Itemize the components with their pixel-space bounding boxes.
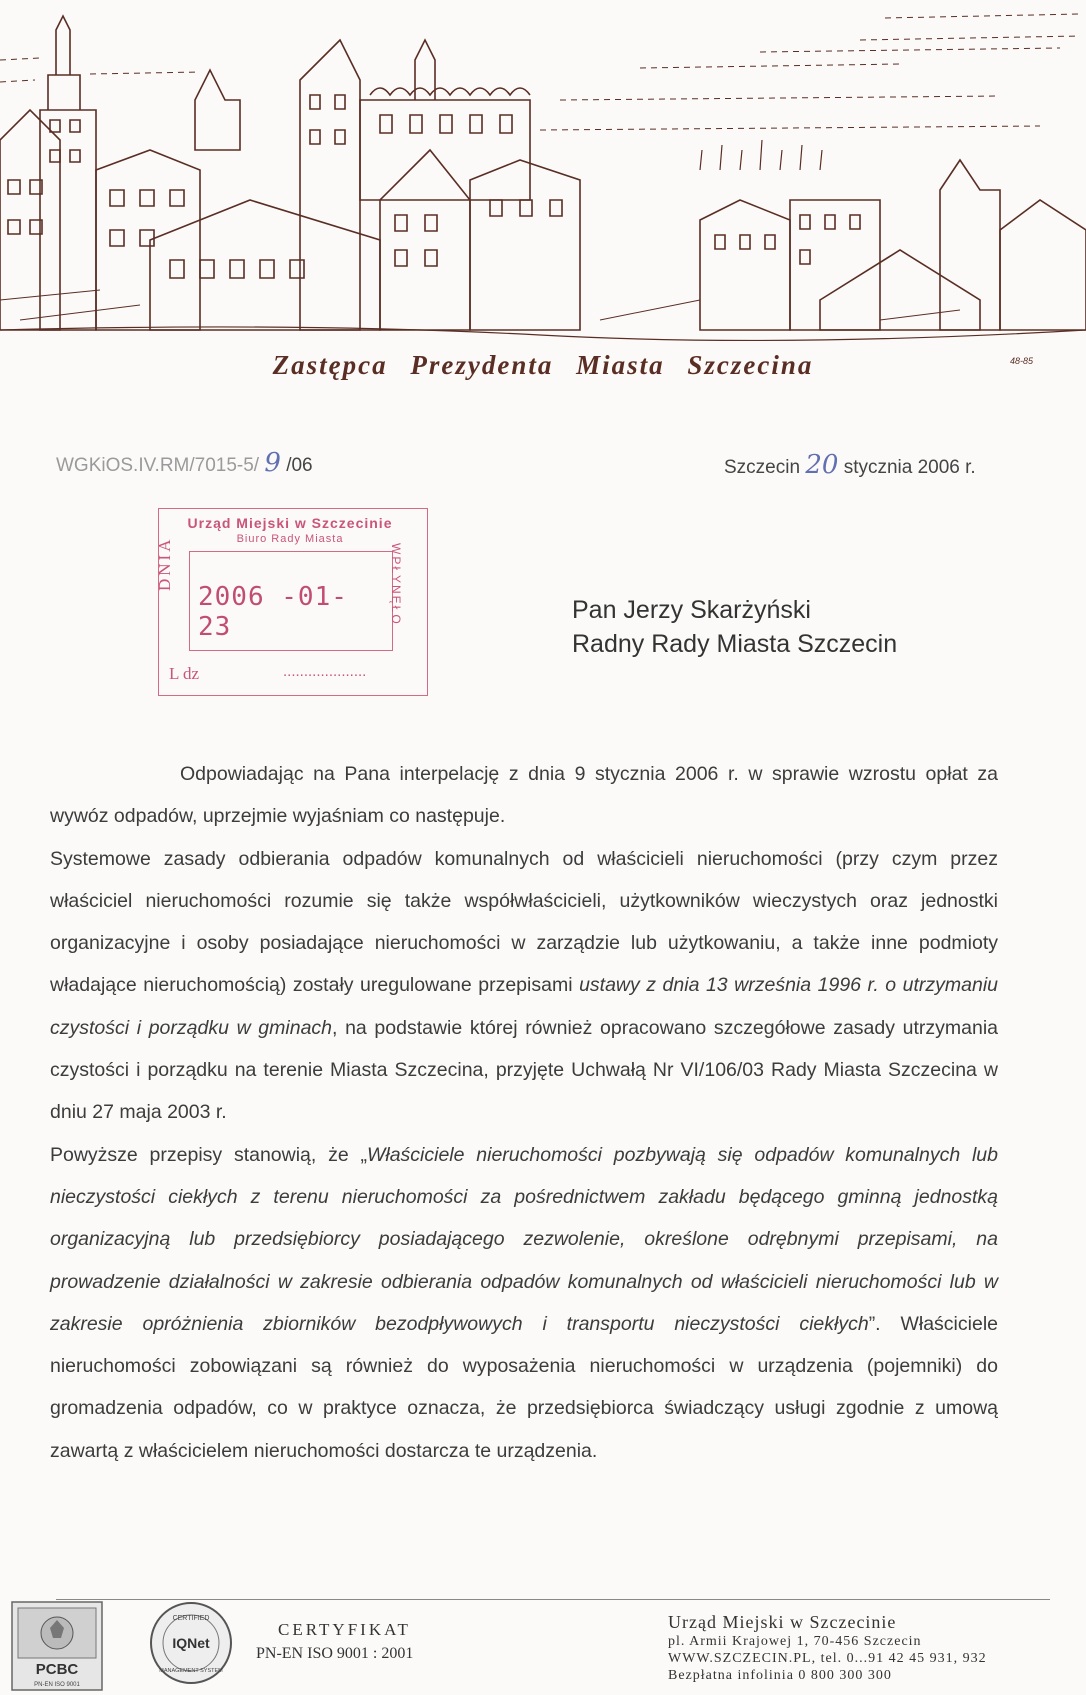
artist-signature: 48-85: [1010, 356, 1034, 366]
iqnet-ring-bottom: MANAGEMENT SYSTEM: [159, 1668, 223, 1674]
body-p3-text-a: Powyższe przepisy stanowią, że „: [50, 1143, 367, 1166]
stamp-date: 2006 -01- 23: [198, 582, 348, 642]
reference-handwritten-number: 9: [264, 448, 281, 478]
stamp-department: Biuro Rady Miasta: [236, 533, 344, 545]
body-p2-statute: ustawy z dnia 13 września 1996 r. o utrzymaniu czystości i porządku w gminach: [50, 974, 998, 1039]
stamp-ldz-label: L dz: [169, 664, 200, 683]
reference-number: [56, 448, 313, 478]
stamp-label-wplynelo: WPŁYNĘŁO: [389, 543, 403, 626]
date-handwritten-day: 20: [805, 450, 839, 480]
reference-prefix: WGKiOS.IV.RM/7015-5/: [56, 455, 260, 476]
body-p2-text-b: , na podstawie której również opracowano szczegółowe zasady utrzymania czystości i porządku na terenie Miasta Szczecina, przyjęte Uchwałą Nr VI/106/03 Rady Miasta Szczecina w dniu 27 maja 2003 r.: [50, 1016, 998, 1124]
date-month-year: stycznia 2006 r.: [843, 457, 976, 478]
office-hotline: Bezpłatna infolinia 0 800 300 300: [668, 1668, 892, 1683]
pcbc-label: PCBC: [35, 1661, 79, 1678]
reference-suffix: /06: [286, 455, 313, 476]
stamp-label-dnia: DNIA: [155, 536, 174, 591]
body-paragraph-3: [50, 1134, 998, 1472]
body-p3-text-b: ”. Właściciele nieruchomości zobowiązani są również do wyposażenia nieruchomości w urządzenia (pojemniki) do gromadzenia odpadów, co w praktyce oznacza, że przedsiębiorca świadczący usługi zgodnie z umową zawartą z właścicielem nieruchomości dostarcza te urządzenia.: [50, 1312, 998, 1462]
iqnet-ring-top: CERTIFIED: [172, 1615, 210, 1622]
letterhead-subtitle: Zastępca Prezydenta Miasta Szczecina: [272, 350, 814, 380]
iqnet-certification-logo: [148, 1600, 234, 1686]
office-name: Urząd Miejski w Szczecinie: [668, 1612, 897, 1632]
office-address: pl. Armii Krajowej 1, 70-456 Szczecin: [668, 1634, 922, 1649]
stamp-ldz-dots: ....................: [283, 663, 367, 680]
pcbc-certification-logo: [10, 1600, 104, 1692]
office-contact-block: [668, 1612, 987, 1684]
date-city: Szczecin: [724, 457, 801, 478]
certificate-norm: PN-EN ISO 9001 : 2001: [256, 1645, 414, 1662]
office-contact: WWW.SZCZECIN.PL, tel. 0...91 42 45 931, 932: [668, 1651, 987, 1666]
body-p3-quotation: Właściciele nieruchomości pozbywają się odpadów komunalnych lub nieczystości ciekłych z terenu nieruchomości za pośrednictwem zakładu będącego gminną jednostką organizacyjną lub przedsiębiorcy posiadającego zezwolenie, określone odrębnymi przepisami, na prowadzenie działalności w zakresie odbierania odpadów komunalnych od właścicieli nieruchomości lub w zakresie opróżnienia zbiorników bezodpływowych i transportu nieczystości ciekłych: [50, 1143, 998, 1335]
letterhead-skyline-illustration: [0, 0, 1086, 352]
certificate-title: CERTYFIKAT: [278, 1620, 411, 1639]
received-stamp: [155, 508, 428, 696]
iqnet-label: IQNet: [172, 1635, 210, 1651]
stamp-office: Urząd Miejski w Szczecinie: [187, 515, 393, 531]
body-paragraph-1: Odpowiadając na Pana interpelację z dnia 9 stycznia 2006 r. w sprawie wzrostu opłat za wywóz odpadów, uprzejmie wyjaśniam co następuje.: [50, 763, 998, 828]
pcbc-sub: PN-EN ISO 9001: [34, 1682, 80, 1688]
body-p2-text-a: Systemowe zasady odbierania odpadów komunalnych od właścicieli nieruchomości (przy czym przez właściciel nieruchomości rozumie się także współwłaścicieli, użytkowników wieczystych oraz jednostki organizacyjne i osoby posiadające nieruchomości w zarządzie lub użytkowaniu, a także inne podmioty władające nieruchomością) zostały uregulowane przepisami: [50, 847, 998, 997]
body-paragraph-2: [50, 838, 998, 1134]
recipient-title: Radny Rady Miasta Szczecin: [572, 630, 898, 658]
recipient-name: Pan Jerzy Skarżyński: [572, 596, 811, 624]
stamp-date-box: [189, 551, 393, 651]
letter-body: [50, 753, 998, 1472]
place-date-line: [724, 450, 976, 480]
